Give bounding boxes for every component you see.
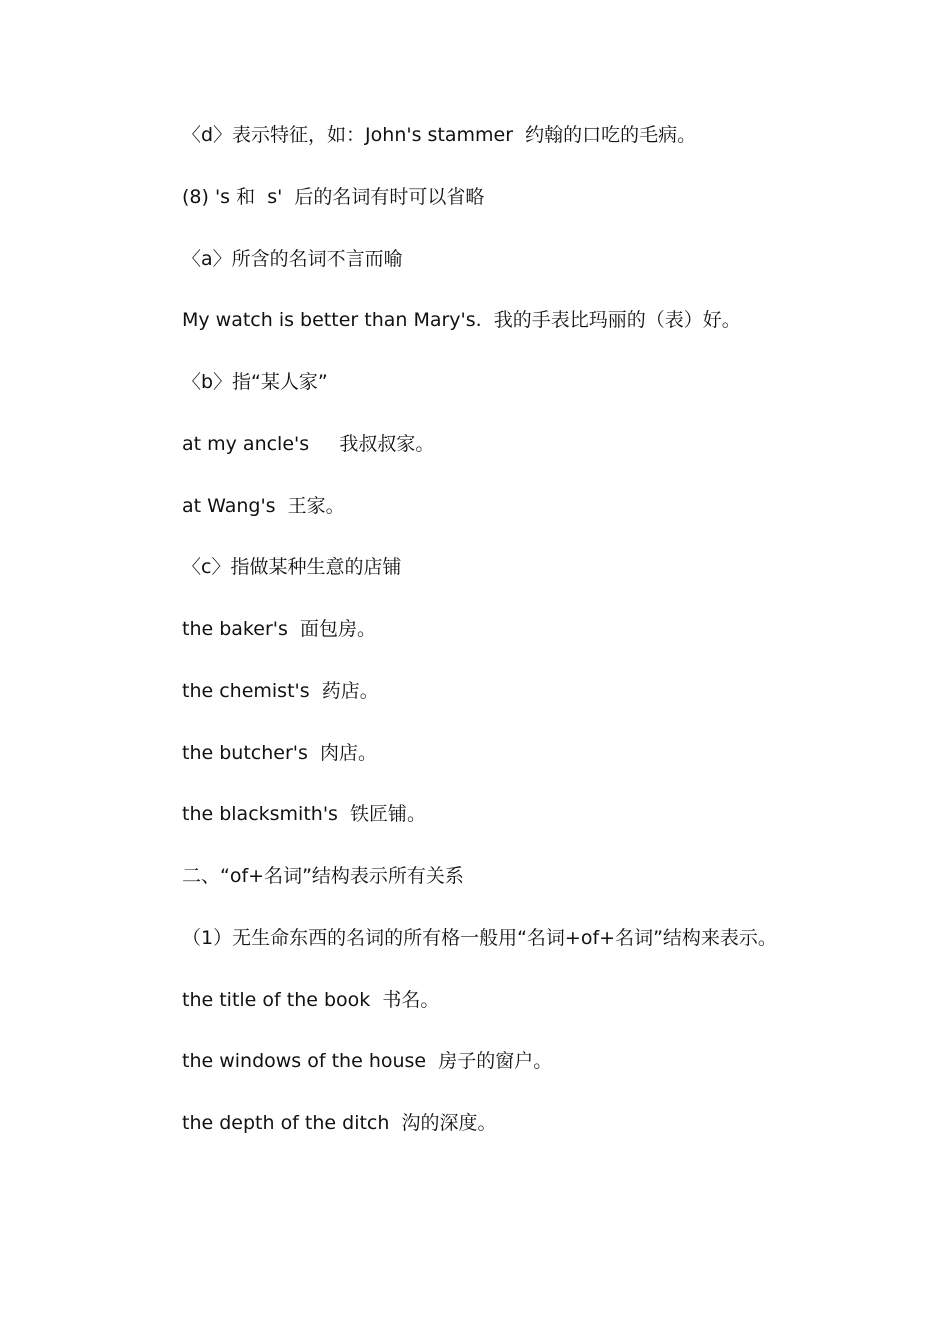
text-line-rule-1: （1）无生命东西的名词的所有格一般用“名词+of+名词”结构来表示。	[182, 927, 777, 949]
text-line-example-watch: My watch is better than Mary's. 我的手表比玛丽的（表）好。	[182, 309, 741, 331]
text-line-example-windows: the windows of the house 房子的窗户。	[182, 1050, 553, 1072]
text-line-c: 〈c〉指做某种生意的店铺	[182, 556, 402, 578]
text-line-d-feature: 〈d〉表示特征，如：John's stammer 约翰的口吃的毛病。	[182, 124, 697, 146]
text-line-example-depth: the depth of the ditch 沟的深度。	[182, 1112, 497, 1134]
section-heading-of-structure: 二、“of+名词”结构表示所有关系	[182, 865, 464, 887]
text-line-example-butcher: the butcher's 肉店。	[182, 742, 377, 764]
text-line-example-title: the title of the book 书名。	[182, 989, 440, 1011]
text-line-example-chemist: the chemist's 药店。	[182, 680, 379, 702]
text-line-b: 〈b〉指“某人家”	[182, 371, 328, 393]
text-line-example-baker: the baker's 面包房。	[182, 618, 376, 640]
text-line-example-wang: at Wang's 王家。	[182, 495, 345, 517]
text-line-heading-8: (8) 's 和 s' 后的名词有时可以省略	[182, 186, 485, 208]
text-line-example-blacksmith: the blacksmith's 铁匠铺。	[182, 803, 427, 825]
text-line-a: 〈a〉所含的名词不言而喻	[182, 248, 403, 270]
text-line-example-uncle: at my ancle's 我叔叔家。	[182, 433, 435, 455]
